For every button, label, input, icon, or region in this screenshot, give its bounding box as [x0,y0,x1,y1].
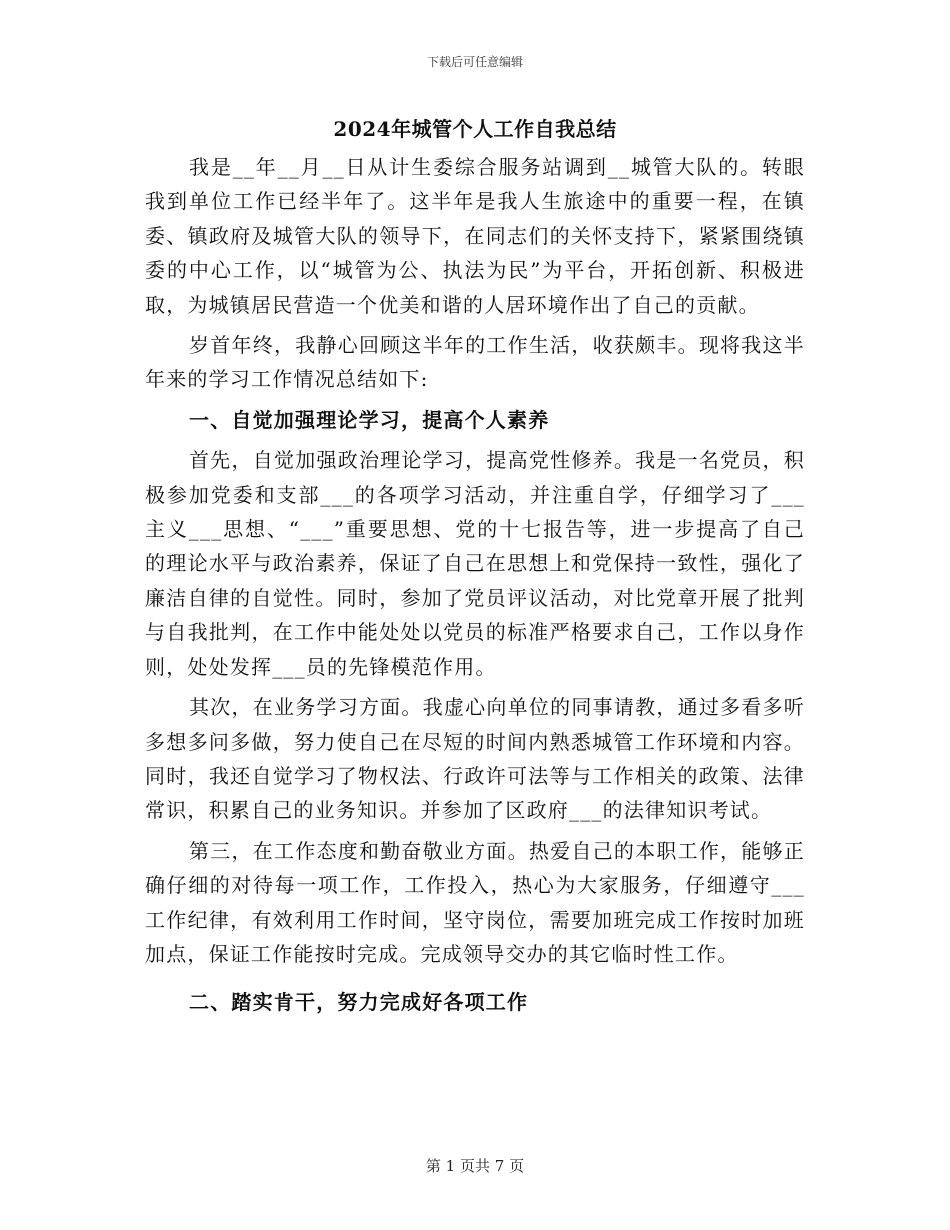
paragraph-section1-3: 第三，在工作态度和勤奋敬业方面。热爱自己的本职工作，能够正确仔细的对待每一项工作，工作投入，热心为大家服务，仔细遵守___工作纪律，有效利用工作时间，坚守岗位，需要加班完成工作按时加班加点，保证工作能按时完成。完成领导交办的其它临时性工作。 [145,838,805,966]
paragraph-section1-1: 首先，自觉加强政治理论学习，提高党性修养。我是一名党员，积极参加党委和支部___的各项学习活动，并注重自学，仔细学习了___主义___思想、“___”重要思想、党的十七报告等，进一步提高了自己的理论水平与政治素养，保证了自己在思想上和党保持一致性，强化了廉洁自律的自觉性。同时，参加了党员评议活动，对比党章开展了批判与自我批判，在工作中能处处以党员的标准严格要求自己，工作以身作则，处处发挥___员的先锋模范作用。 [145,448,805,679]
paragraph-intro-1: 我是__年__月__日从计生委综合服务站调到__城管大队的。转眼我到单位工作已经半年了。这半年是我人生旅途中的重要一程，在镇委、镇政府及城管大队的领导下，在同志们的关怀支持下，紧紧围绕镇委的中心工作，以“城管为公、执法为民”为平台，开拓创新、积极进取，为城镇居民营造一个优美和谐的人居环境作出了自己的贡献。 [145,155,805,317]
document-title: 2024年城管个人工作自我总结 [333,117,617,141]
document-body [145,150,805,1020]
section-heading-2: 二、踏实肯干，努力完成好各项工作 [189,990,529,1015]
page-indicator: 第 1 页共 7 页 [425,1157,525,1175]
paragraph-section1-2: 其次，在业务学习方面。我虚心向单位的同事请教，通过多看多听多想多问多做，努力使自己在尽短的时间内熟悉城管工作环境和内容。同时，我还自觉学习了物权法、行政许可法等与工作相关的政策、法律常识，积累自己的业务知识。并参加了区政府___的法律知识考试。 [145,695,805,823]
paragraph-intro-2: 岁首年终，我静心回顾这半年的工作生活，收获颇丰。现将我这半年来的学习工作情况总结如下: [145,333,805,392]
download-editable-note: 下载后可任意编辑 [426,55,523,69]
section-heading-1: 一、自觉加强理论学习，提高个人素养 [189,407,550,432]
